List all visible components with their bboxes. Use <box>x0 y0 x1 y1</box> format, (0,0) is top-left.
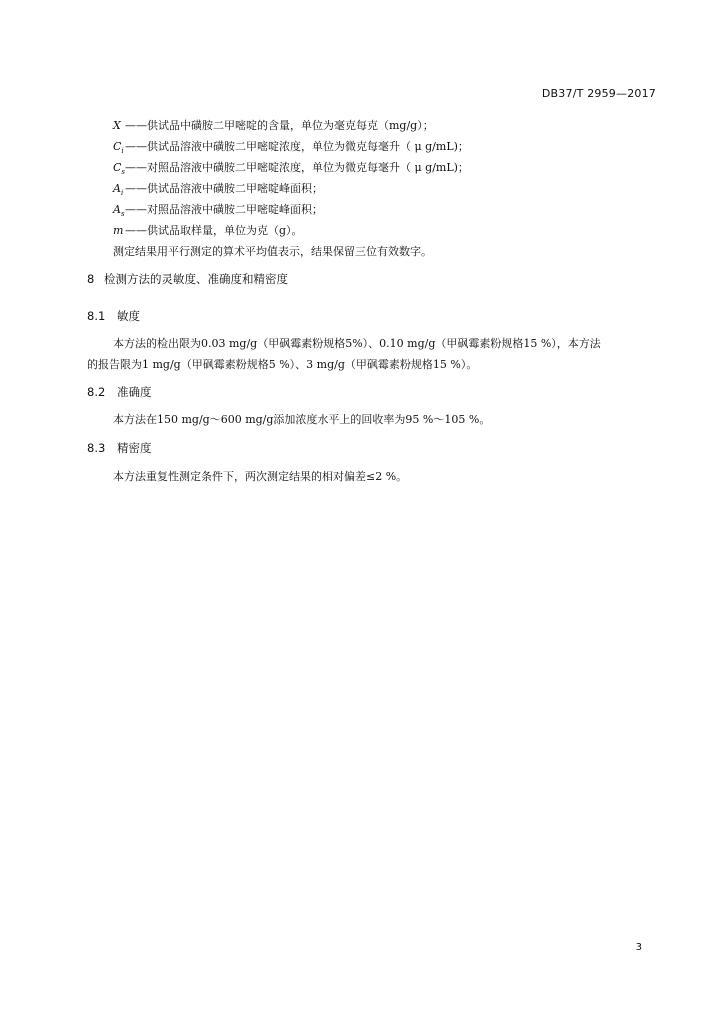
subsection-heading <box>87 308 140 324</box>
section-number: 8 <box>87 272 95 286</box>
variable-description: ——对照品溶液中磺胺二甲嘧啶峰面积； <box>125 203 323 216</box>
paragraph-line: 的报告限为1 mg/g（甲砜霉素粉规格5 %）、3 mg/g（甲砜霉素粉规格15 %）。 <box>87 358 478 371</box>
variable-symbol: $A_i$ <box>113 182 124 198</box>
variable-description: ——供试品溶液中磺胺二甲嘧啶浓度，单位为微克每毫升（ μ g/mL)； <box>125 140 469 153</box>
paragraph-line: 本方法在150 mg/g～600 mg/g添加浓度水平上的回收率为95 %～105 %。 <box>113 413 491 426</box>
paragraph-line: 本方法的检出限为0.03 mg/g（甲砜霉素粉规格5%）、0.10 mg/g（甲砜霉素粉规格15 %），本方法 <box>113 337 601 350</box>
variable-definition <box>113 178 673 199</box>
variable-symbol: m <box>113 224 124 237</box>
variable-symbol: $C_i$ <box>113 140 124 156</box>
section-title: 精密度 <box>117 441 152 455</box>
paragraph-line: 本方法重复性测定条件下，两次测定结果的相对偏差≤2 %。 <box>113 470 408 483</box>
section-heading <box>87 271 288 287</box>
section-title: 敏度 <box>117 309 140 323</box>
variable-symbol: X <box>113 119 121 132</box>
variable-definition <box>113 199 673 220</box>
variable-symbol: $A_s$ <box>113 203 125 219</box>
section-number: 8.1 <box>87 309 106 323</box>
variable-description: ——对照品溶液中磺胺二甲嘧啶浓度，单位为微克每毫升（ μ g/mL)； <box>125 161 469 174</box>
paragraph <box>87 409 660 430</box>
variable-description: ——供试品中磺胺二甲嘧啶的含量，单位为毫克每克（mg/g）； <box>125 119 434 132</box>
variable-definition <box>113 136 673 157</box>
variable-definitions <box>113 115 673 262</box>
page-number: 3 <box>635 942 642 953</box>
subsection-heading <box>87 440 152 456</box>
variable-description: ——供试品取样量，单位为克（g）。 <box>125 224 303 237</box>
section-number: 8.3 <box>87 441 106 455</box>
variable-definition <box>113 157 673 178</box>
variable-symbol: $C_s$ <box>113 161 126 177</box>
variable-definition <box>113 115 673 136</box>
paragraph <box>87 333 660 375</box>
subsection-heading <box>87 384 152 400</box>
paragraph <box>87 466 660 487</box>
section-number: 8.2 <box>87 385 106 399</box>
variable-description: ——供试品溶液中磺胺二甲嘧啶峰面积； <box>125 182 323 195</box>
variable-definition <box>113 220 673 241</box>
section-title: 检测方法的灵敏度、准确度和精密度 <box>104 272 288 286</box>
document-code: DB37/T 2959—2017 <box>541 87 656 100</box>
section-title: 准确度 <box>117 385 152 399</box>
result-note: 测定结果用平行测定的算术平均值表示，结果保留三位有效数字。 <box>113 245 432 258</box>
